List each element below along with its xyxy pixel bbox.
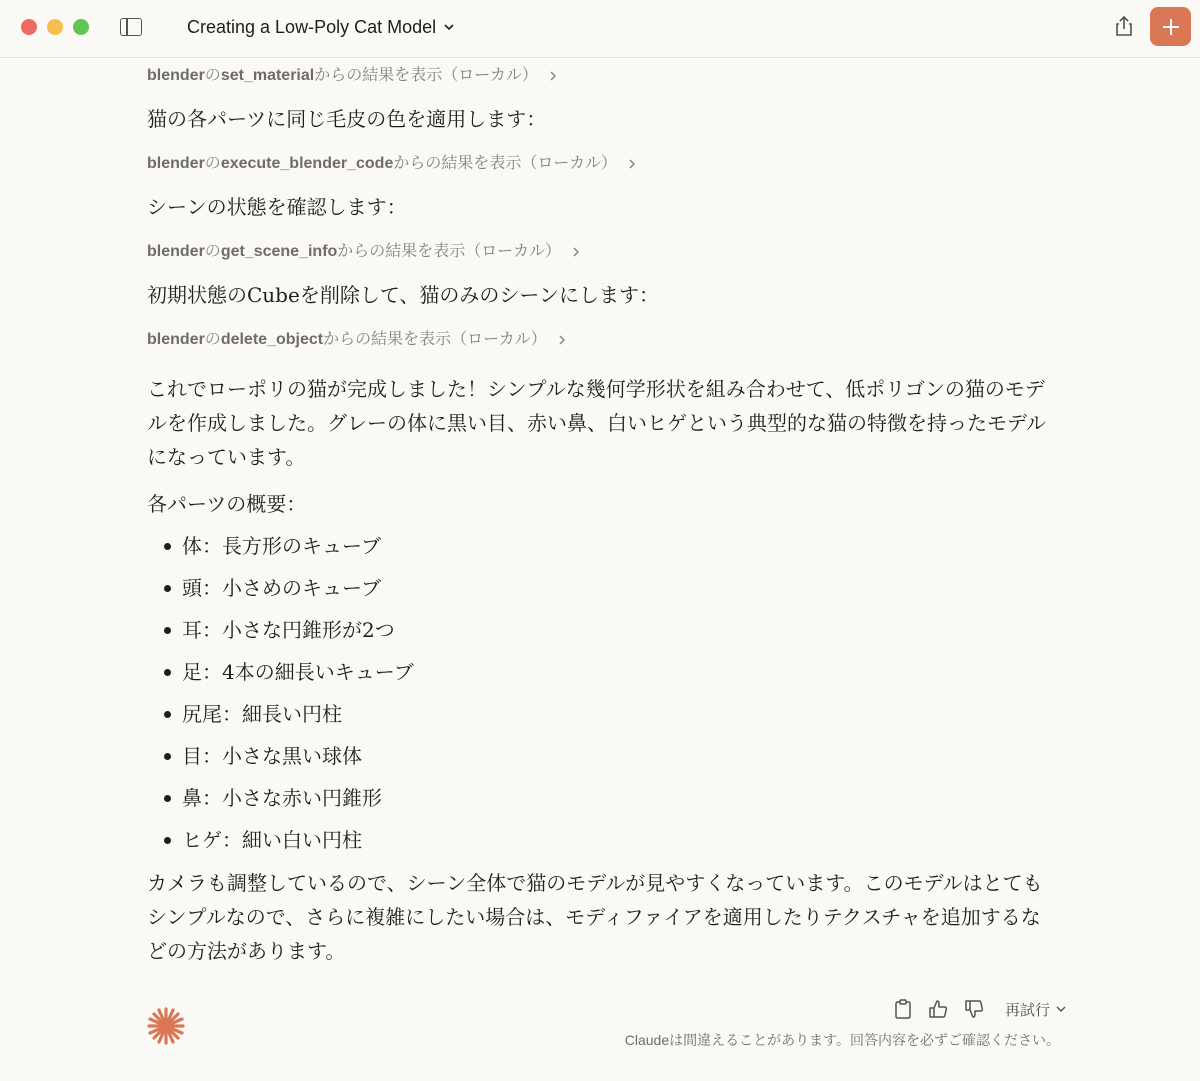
thumbs-up-icon[interactable] [927,998,949,1020]
parts-list [147,525,1047,861]
title-bar [0,0,1200,58]
share-icon[interactable] [1112,14,1136,38]
zoom-window-button[interactable] [73,19,89,35]
list-item: 尻尾：細長い円柱 [147,693,1047,735]
tool-connector: の [204,243,221,260]
tool-suffix: からの結果を表示（ローカル） [314,67,538,84]
list-item: 鼻：小さな赤い円錐形 [147,777,1047,819]
chevron-right-icon [548,70,558,82]
tool-server: blender [147,331,205,348]
new-chat-button[interactable] [1150,7,1191,46]
parts-heading: 各パーツの概要： [147,492,307,516]
chevron-right-icon [571,246,581,258]
close-window-button[interactable] [21,19,37,35]
tool-result-execute-blender-code[interactable] [147,146,1047,182]
tool-connector: の [204,331,221,348]
tool-name: set_material [220,67,315,84]
list-item: 体：長方形のキューブ [147,525,1047,567]
tool-suffix: からの結果を表示（ローカル） [393,155,618,172]
chevron-down-icon [1055,1003,1067,1015]
summary-closing: カメラも調整しているので、シーン全体で猫のモデルが見やすくなっています。このモデルはとてもシンプルなので、さらに複雑にしたい場合は、モディファイアを適用したりテクスチャを追加するなどの方法があります。 [147,871,1043,963]
list-item: 頭：小さめのキューブ [147,567,1047,609]
sidebar-toggle-icon[interactable] [120,18,142,36]
tool-suffix: からの結果を表示（ローカル） [323,331,547,348]
tool-server: blender [147,243,205,260]
thumbs-down-icon[interactable] [963,998,985,1020]
tool-name: execute_blender_code [220,155,394,172]
tool-name: delete_object [220,331,324,348]
list-item: ヒゲ：細い白い円柱 [147,819,1047,861]
chevron-right-icon [627,158,637,170]
list-item: 目：小さな黒い球体 [147,735,1047,777]
assistant-text: 初期状態のCubeを削除して、猫のみのシーンにします： [147,283,660,307]
tool-suffix: からの結果を表示（ローカル） [337,243,561,260]
chevron-down-icon [442,20,456,34]
retry-label: 再試行 [1005,1001,1051,1019]
plus-icon [1161,17,1181,37]
list-item: 耳：小さな円錐形が2つ [147,609,1047,651]
tool-result-get-scene-info[interactable] [147,234,1047,270]
minimize-window-button[interactable] [47,19,63,35]
conversation-title: Creating a Low-Poly Cat Model [187,17,437,37]
copy-icon[interactable] [893,998,913,1020]
message-content [147,58,1047,968]
claude-logo-icon [145,1005,187,1047]
disclaimer-text: Claudeは間違えることがあります。回答内容を必ずご確認ください。 [624,1032,1060,1048]
tool-name: get_scene_info [220,243,338,260]
summary-intro: これでローポリの猫が完成しました！シンプルな幾何学形状を組み合わせて、低ポリゴンの猫のモデルを作成しました。グレーの体に黒い目、赤い鼻、白いヒゲという典型的な猫の特徴を持ったモデルになっています。 [147,377,1046,469]
tool-connector: の [204,155,221,172]
conversation-title-button[interactable] [187,14,456,40]
assistant-text: シーンの状態を確認します： [147,195,407,219]
retry-button[interactable] [1005,999,1067,1020]
list-item: 足：4本の細長いキューブ [147,651,1047,693]
chevron-right-icon [557,334,567,346]
tool-result-set-material[interactable] [147,58,1047,94]
tool-server: blender [147,155,205,172]
message-actions [893,996,1067,1022]
tool-connector: の [204,67,221,84]
tool-server: blender [147,67,205,84]
assistant-text: 猫の各パーツに同じ毛皮の色を適用します： [147,107,547,131]
tool-result-delete-object[interactable] [147,322,1047,358]
